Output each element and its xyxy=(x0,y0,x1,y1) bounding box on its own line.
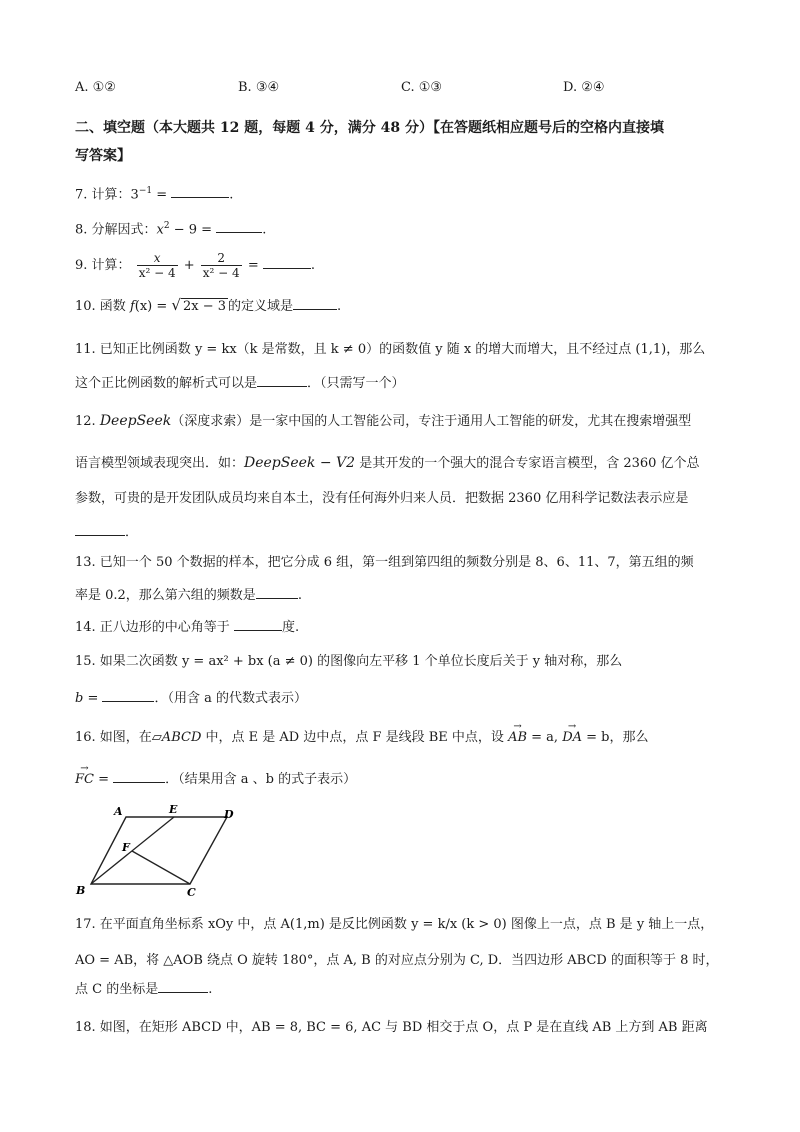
question-12-line1: 12. DeepSeek（深度求索）是一家中国的人工智能公司，专注于通用人工智能的研发，尤其在搜索增强型 xyxy=(75,413,692,429)
label-b: B xyxy=(76,884,86,897)
question-11-line1: 11. 已知正比例函数 y = kx（k 是常数，且 k ≠ 0）的函数值 y 随 x 的增大而增大，且不经过点 (1,1)，那么 xyxy=(75,342,706,357)
label-f: F xyxy=(122,841,130,854)
parallelogram-figure xyxy=(70,800,250,900)
question-16-line2: → FC = ．（结果用含 a 、b 的式子表示） xyxy=(75,770,356,790)
fraction-1: $\frac{x}{\text{x² − 4}}$ xyxy=(138,251,176,280)
question-18-line1: 18. 如图，在矩形 ABCD 中，AB = 8, BC = 6, AC 与 BD 相交于点 O，点 P 是在直线 AB 上方到 AB 距离 xyxy=(75,1020,708,1035)
question-12-line4: ． xyxy=(75,523,138,543)
question-17-line3: 点 C 的坐标是 . xyxy=(75,982,213,997)
label-d: D xyxy=(224,808,234,821)
answer-blank-9[interactable] xyxy=(263,256,311,269)
option-d: D. ②④ xyxy=(563,80,605,95)
answer-blank-13[interactable] xyxy=(256,586,298,599)
answer-blank-16[interactable] xyxy=(113,770,165,783)
segment-fc xyxy=(132,851,190,884)
question-14: 14. 正八边形的中心角等于 度. xyxy=(75,620,300,635)
label-e: E xyxy=(169,803,178,816)
question-13-line1: 13. 已知一个 50 个数据的样本，把它分成 6 组，第一组到第四组的频数分别是 8、6、11、7，第五组的频 xyxy=(75,555,694,570)
option-c: C. ①③ xyxy=(401,80,443,95)
question-9: 9. 计算： $\frac{x}{\text{x² − 4}}$ + $\frac{2}{\text{x² − 4}}$ = . xyxy=(75,251,316,280)
answer-blank-8[interactable] xyxy=(216,220,262,233)
fraction-2: $\frac{2}{\text{x² − 4}}$ xyxy=(202,251,240,280)
answer-blank-12[interactable] xyxy=(75,523,125,536)
answer-blank-11[interactable] xyxy=(257,374,307,387)
answer-blank-10[interactable] xyxy=(293,297,337,310)
question-15-line2: b = ．（用含 a 的代数式表示） xyxy=(75,691,307,706)
question-13-line2: 率是 0.2，那么第六组的频数是 . xyxy=(75,588,302,603)
label-a: A xyxy=(114,805,123,818)
question-17-line1: 17. 在平面直角坐标系 xOy 中，点 A(1,m) 是反比例函数 y = k/x (k > 0) 图像上一点，点 B 是 y 轴上一点， xyxy=(75,917,714,932)
question-15-line1: 15. 如果二次函数 y = ax² + bx (a ≠ 0) 的图像向左平移 1 个单位长度后关于 y 轴对称，那么 xyxy=(75,654,623,669)
label-c: C xyxy=(187,886,196,899)
parallelogram-abcd xyxy=(91,817,227,884)
segment-be xyxy=(91,817,174,884)
question-12-line2: 语言模型领域表现突出．如：DeepSeek − V2 是其开发的一个强大的混合专家语言模型，含 2360 亿个总 xyxy=(75,455,700,471)
answer-blank-7[interactable] xyxy=(171,185,229,198)
answer-blank-17[interactable] xyxy=(158,980,208,993)
option-a: A. ①② xyxy=(75,80,116,95)
section-title-line1: 二、填空题（本大题共 12 题，每题 4 分，满分 48 分）【在答题纸相应题号后的空格内直接填 xyxy=(75,120,664,136)
question-16-line1: 16. 如图，在▱ABCD 中，点 E 是 AD 边中点，点 F 是线段 BE 中点，设 → AB = a, → DA = b，那么 xyxy=(75,728,649,748)
question-10: 10. 函数 f(x) = √ 2x − 3 的定义域是 . xyxy=(75,296,342,314)
question-12-line3: 参数，可贵的是开发团队成员均来自本土，没有任何海外归来人员．把数据 2360 亿用科学记数法表示应是 xyxy=(75,491,689,506)
answer-blank-14[interactable] xyxy=(234,618,282,631)
question-8: 8. 分解因式：$x^2 - 9$ = . xyxy=(75,221,267,238)
question-11-line2: 这个正比例函数的解析式可以是 ．（只需写一个） xyxy=(75,376,405,391)
answer-blank-15[interactable] xyxy=(102,689,154,702)
option-b: B. ③④ xyxy=(238,80,280,95)
section-title-line2: 写答案】 xyxy=(75,148,131,164)
question-17-line2: AO = AB，将 △AOB 绕点 O 旋转 180°，点 A, B 的对应点分别为 C, D．当四边形 ABCD 的面积等于 8 时， xyxy=(75,953,719,968)
question-7: 7. 计算：$3^{-1}$ = . xyxy=(75,186,234,203)
